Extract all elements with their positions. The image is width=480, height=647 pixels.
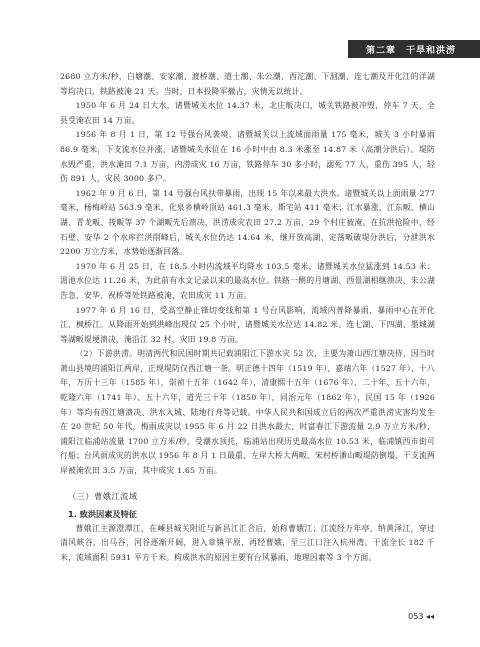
section-title: （三）曹娥江流域 [68,490,138,501]
paragraph-flood-1956: 1956 年 8 月 1 日，第 12 号强台风袭境，诸暨城关以上流域面雨量 175 毫米，城关 3 小时暴雨 86.9 毫米，下支流水位并涨，诸暨城关水位在 16 小时中由 8.3 米涨至 14.87 米（高潮分洪后）。堤防水毁严重，洪水淹田 7.1 万亩，内涝成灾 16 万亩，铁路停车 30 多小时，溺死 77 人，重伤 395 人，轻伤 891 人，灾民 3000 多户。 [60,130,435,184]
paragraph-flood-1977: 1977 年 6 月 16 日，受高空静止锋切变线和第 1 号台风影响，流域内普降暴雨，暴雨中心在开化江、枫桥江。从降雨开始到洪峰出现仅 25 个小时，诸暨城关水位达 14.82 米。连七湖、下四湖、墨城湖等湖畈堤埂溃决，淹沿江 32 村，灾田 19.8 万亩。 [60,305,435,344]
paragraph-flood-1962: 1962 年 9 月 6 日，第 14 号强台风扶带暴雨，出现 15 年以来最大洪水。诸暨城关以上面雨量 277 毫米，杨梅岭站 563.9 毫米，化泉乡横岭顶站 461.3 毫米，斯宅站 411 毫米；江水暴涨，江东畈、横山湖、青龙畈、筏畈等 37 个湖畈先后溃决，洪涝成灾农田 27.2 万亩，29 个村庄被淹。在抗洪抢险中，经石壁、安华 2 个水库拦洪削峰后，城关水位仍达 14.64 米，继开放高湖、定荡畈破堤分洪后，分泄洪水 2200 万立方米，水势始逐渐回落。 [60,188,435,257]
page-content [60,70,435,566]
page-number: 053 ◂◂ [408,612,434,621]
paragraph-flood-1970: 1970 年 6 月 25 日，在 18.5 小时内流域平均降水 103.5 毫米，诸暨城关水位猛涨到 14.53 米；湄池水位达 11.26 米，为此前有水文记录以来的最高水位。铁路一侧的月塘湖、西景湖相继溃决，朱公湖告急，安华、祝桥等处铁路被淹，农田成灾 11 万亩。 [60,261,435,300]
paragraph-flood-1945: 2680 立方米/秒，白塘潮、安家潮、渡桥潮、道士潮、朱公潮、西沱潮、下洄潮、连七潮及开化江的洋湖等均决口，铁路被淹 21 天。当时，日本投降军撤占，灾情无以统计。 [60,72,435,96]
section-subtitle: 1. 致洪因素及特征 [68,509,137,520]
chapter-header-bar [348,40,480,58]
paragraph-flood-1950: 1950 年 6 月 24 日大水，诸暨城关水位 14.37 米，北庄舨决口，城关铁路被冲毁，停车 7 天，全县受淹农田 14 万亩。 [60,101,435,125]
section-body: 曹娥江主源澄潭江，在嵊县城关附近与新昌江汇合后，始称曹娥江；江流经万年亭，纳黄泽江，穿过清风峡谷，出马谷，河谷逐渐开阔，进入章镇平原，再经曹娥，至三江口注入杭州湾。干流全长 182 千米，流域面积 5931 平方千米。构成洪水的原因主要有台风暴雨、地理因素等 3 个方面。 [60,523,435,562]
paragraph-downstream-floods: （2）下游洪涝。明清两代和民国时期共记载浦阳江下游水灾 52 次，主要为萧山西江塘决侍，因当时萧山县境的浦阳江两岸，正规堤防仅西江塘一条。明正德十四年（1519 年），嘉靖六年（1527 年）、十八年，万历十三年（1585 年），崇祯十五年（1642 年），清康熙十五年（1676 年）、二十年、五十六年，乾隆六年（1741 年）、五十六年，道光三十年（1850 年），同治元年（1862 年），民国 15 年（1926 年）等均有西江塘溃决、洪水入城、陆地行舟等记载。中华人民共和国成立后的两次严重洪涝灾害均发生在 20 世纪 50 年代，梅雨成灾以 1955 年 6 月 22 日洪水最大，时富春江下游流量 2.9 万立方米/秒，浦阳江临浦站流量 1700 立方米/秒，受潮水顶托，临浦站出现历史最高水位 10.53 米，临浦镇西市街可行船；台风雨成灾的洪水以 1956 年 8 月 1 日最重，左岸大桥大两畈、宋村桥潘山畈堤防倒塌，干支流两岸被淹农田 3.5 万亩，其中成灾 1.65 万亩。 [60,349,435,476]
chapter-title: 第二章 干旱和洪涝 [366,45,457,56]
